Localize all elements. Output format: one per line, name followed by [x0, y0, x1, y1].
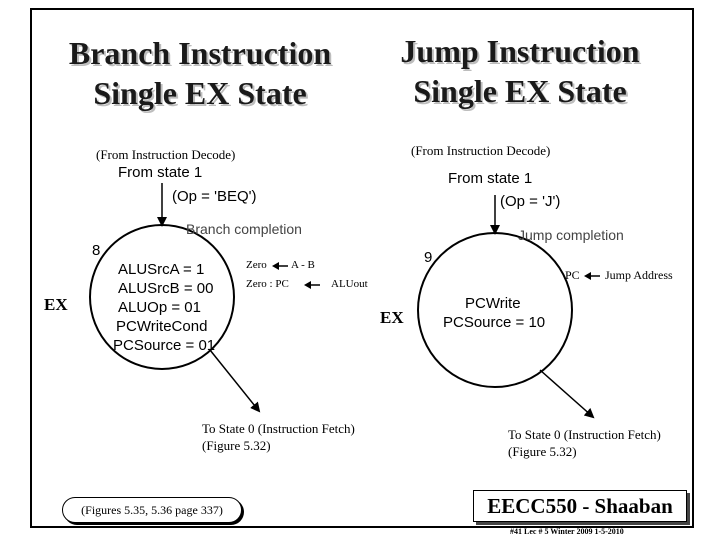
jump-from-decode: (From Instruction Decode)	[411, 143, 551, 158]
signal-alusrca: ALUSrcA = 1	[118, 261, 205, 278]
jump-state-signals	[443, 294, 545, 332]
lecture-info: #41 Lec # 5 Winter 2009 1-5-2010	[510, 527, 624, 536]
rtl-pc-rhs: ALUout	[331, 278, 368, 290]
figures-reference	[62, 497, 242, 523]
branch-completion-label: Branch completion	[186, 221, 302, 237]
rtl-zero-rhs: A - B	[291, 259, 315, 271]
branch-to-state-line2: (Figure 5.32)	[202, 438, 271, 453]
jump-state-number: 9	[424, 249, 433, 266]
pc-assign-arrow-icon	[304, 281, 320, 289]
rtl-pc-lhs: Zero : PC	[246, 278, 289, 290]
jump-op-condition: (Op = 'J')	[500, 193, 561, 210]
signal-pcsource: PCSource = 01	[113, 337, 216, 354]
jump-from-state: From state 1	[448, 170, 533, 187]
signal-alusrcb: ALUSrcB = 00	[118, 280, 214, 297]
zero-assign-arrow-icon	[272, 262, 288, 270]
branch-from-state: From state 1	[118, 164, 203, 181]
ex-label-left: EX	[44, 295, 68, 314]
rtl-zero-lhs: Zero	[246, 259, 267, 271]
jump-to-state-line1: To State 0 (Instruction Fetch)	[508, 427, 661, 442]
branch-title-line1: Branch Instruction	[68, 35, 332, 71]
signal-jump-pcsource: PCSource = 10	[443, 314, 546, 331]
signal-pcwritecond: PCWriteCond	[116, 318, 208, 335]
jump-rtl-rhs: Jump Address	[605, 268, 673, 282]
jump-outgoing-arrow	[540, 370, 593, 417]
course-badge	[473, 490, 687, 522]
jump-to-state-line2: (Figure 5.32)	[508, 444, 577, 459]
figures-reference-text: (Figures 5.35, 5.36 page 337)	[81, 502, 223, 517]
branch-state-number: 8	[92, 242, 101, 259]
branch-state-signals	[113, 260, 215, 355]
branch-outgoing-arrow	[210, 350, 259, 411]
signal-pcwrite: PCWrite	[465, 295, 521, 312]
jump-completion-label: Jump completion	[518, 227, 624, 243]
jump-title-line1: Jump Instruction	[400, 33, 640, 69]
ex-label-right: EX	[380, 308, 404, 327]
branch-from-decode: (From Instruction Decode)	[96, 147, 236, 162]
signal-aluop: ALUOp = 01	[118, 299, 201, 316]
jump-rtl-lhs: PC	[565, 268, 580, 282]
course-badge-text: EECC550 - Shaaban	[487, 493, 673, 518]
branch-op-condition: (Op = 'BEQ')	[172, 188, 257, 205]
branch-title-line2: Single EX State	[93, 75, 307, 111]
branch-to-state-line1: To State 0 (Instruction Fetch)	[202, 421, 355, 436]
jump-pc-assign-arrow-icon	[584, 272, 600, 280]
jump-title-line2: Single EX State	[413, 73, 627, 109]
